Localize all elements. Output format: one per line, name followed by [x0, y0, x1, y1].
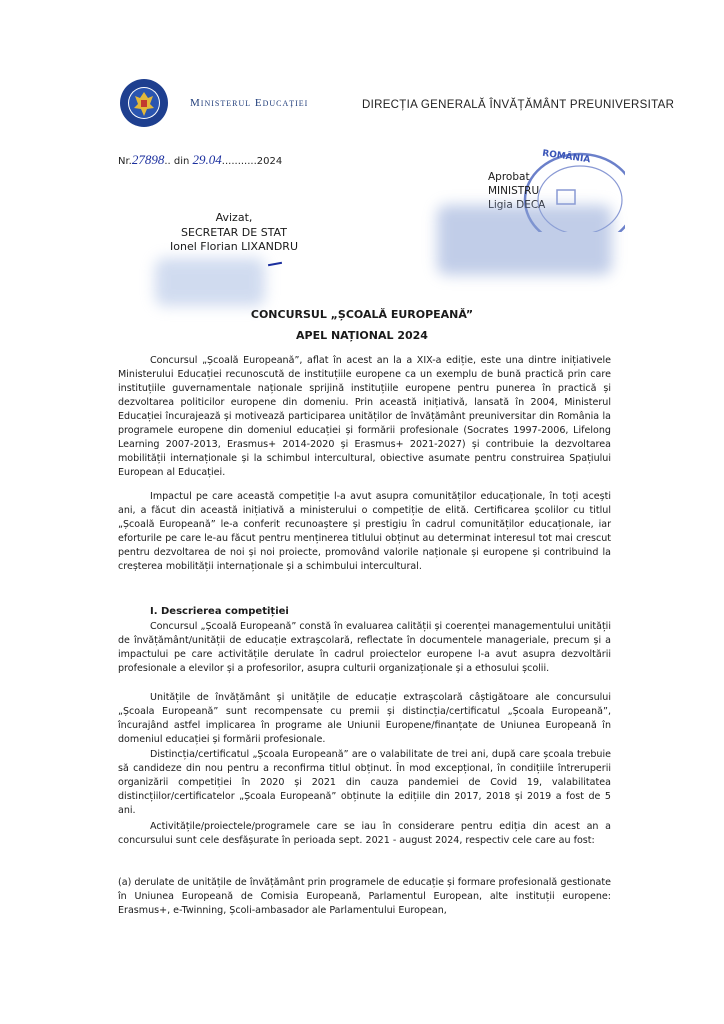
- endorsement-block: [170, 211, 298, 255]
- reg-number: 27898: [131, 152, 165, 167]
- reg-dots: ..: [164, 156, 171, 167]
- reg-year: 2024: [256, 156, 283, 167]
- endorsement-person: Ionel Florian LIXANDRU: [170, 240, 298, 253]
- reg-date: 29.04: [192, 152, 222, 167]
- directorate-name: DIRECȚIA GENERALĂ ÎNVĂȚĂMÂNT PREUNIVERSITAR: [362, 99, 675, 111]
- government-seal-icon: [119, 78, 169, 128]
- paragraph-item-a: (a) derulate de unitățile de învățământ prin programele de educație și formare profesională gestionate în Uniunea Europeană de Comisia Europeană, Parlamentul European, alte instituții europene: Erasmus+, e-Twinning, Școli-ambasador ale Parlamentului European,: [118, 877, 611, 916]
- approval-label: Aprobat: [488, 171, 530, 183]
- signature-stroke: [268, 262, 282, 266]
- document-title: CONCURSUL „ȘCOALĂ EUROPEANĂ”: [250, 308, 474, 321]
- ministry-name: Ministerul Educației: [190, 97, 309, 109]
- paragraph-impact: Impactul pe care această competiție l-a avut asupra comunităților educaționale, în toți acești ani, a făcut din această inițiativă a ministerului o competiție de elită. Certificarea școlilor cu titlul „Școală Europeană” le-a conferit recunoaștere și prestigiu în cadrul comunităților educaționale, iar eforturile pe care le-au făcut pentru menținerea titlului obținut au determinat interesul tot mai crescut pentru dezvoltarea de noi și noi proiecte, promovând valorile naționale și europene și contribuind la creșterea mobilității internaționale și a schimbului intercultural.: [118, 491, 611, 572]
- section-heading: I. Descrierea competiției: [150, 606, 289, 617]
- endorsement-label: Avizat,: [215, 211, 253, 224]
- paragraph-validity: Distincția/certificatul „Școala Europeană” are o valabilitate de trei ani, după care școala trebuie să candideze din nou pentru a reconfirma titlul obținut. În mod excepțional, în condițiile întreruperii organizării competiției în 2020 și 2021 din cauza pandemiei de Covid 19, valabilitatea distincțiilor/certificatelor „Școala Europeană” obținute la edițiile din 2017, 2018 și 2019 a fost de 5 ani.: [118, 749, 611, 816]
- paragraph-intro: Concursul „Școală Europeană”, aflat în acest an la a XIX-a ediție, este una dintre inițiativele Ministerului Educației recunoscută de instituțiile europene ca un exemplu de bună practică prin care instituțiile guvernamentale naționale sprijină instituțiile europene pentru punerea în practică și dezvoltarea politicilor europene din domeniu. Prin această inițiativă, lansată în 2004, Ministerul Educației încurajează și motivează participarea unităților de învățământ preuniversitar din România la programele europene din domeniul educației și formării profesionale (Socrates 1997-2006, Lifelong Learning 2007-2013, Erasmus+ 2014-2020 și Erasmus+ 2021-2027) și contribuie la dezvoltarea mobilității internaționale și la schimbul intercultural, obiective asumate pentru construirea Spațiului European al Educației.: [118, 355, 611, 478]
- reg-from: din: [170, 156, 193, 167]
- paragraph-description: Concursul „Școală Europeană” constă în evaluarea calității și coerenței managementului unității de învățământ/unității de educație extrașcolară, reflectate în documentele manageriale, precum și a impactului pe care activitățile derulate în cadrul proiectelor europene l-a avut asupra dezvoltării profesionale a elevilor și a profesorilor, asupra culturii organizaționale și a ethosului școlii.: [118, 621, 611, 674]
- redacted-signature-minister: [437, 205, 612, 275]
- reg-prefix: Nr.: [118, 156, 132, 167]
- paragraph-activities: Activitățile/proiectele/programele care se iau în considerare pentru ediția din acest an a concursului sunt cele desfășurate în perioada sept. 2021 - august 2024, respectiv cele care au fost:: [118, 821, 611, 846]
- redacted-signature-secretary: [155, 258, 265, 306]
- endorsement-role: SECRETAR DE STAT: [181, 225, 287, 239]
- registration-number: [118, 152, 282, 168]
- stamp-text: ROMÂNIA: [541, 148, 591, 166]
- reg-dots2: ...........: [221, 156, 257, 167]
- approval-role: MINISTRU: [488, 185, 540, 197]
- paragraph-winners: Unitățile de învățământ și unitățile de educație extrașcolară câștigătoare ale concursului „Școala Europeană” sunt recompensate cu premii și distincția/certificatul „Școala Europeană”, încurajând astfel implicarea în programe ale Uniunii Europene/finanțate de Uniunea Europeană în domeniul educației și formării profesionale.: [118, 692, 611, 745]
- document-subtitle: APEL NAȚIONAL 2024: [296, 329, 428, 342]
